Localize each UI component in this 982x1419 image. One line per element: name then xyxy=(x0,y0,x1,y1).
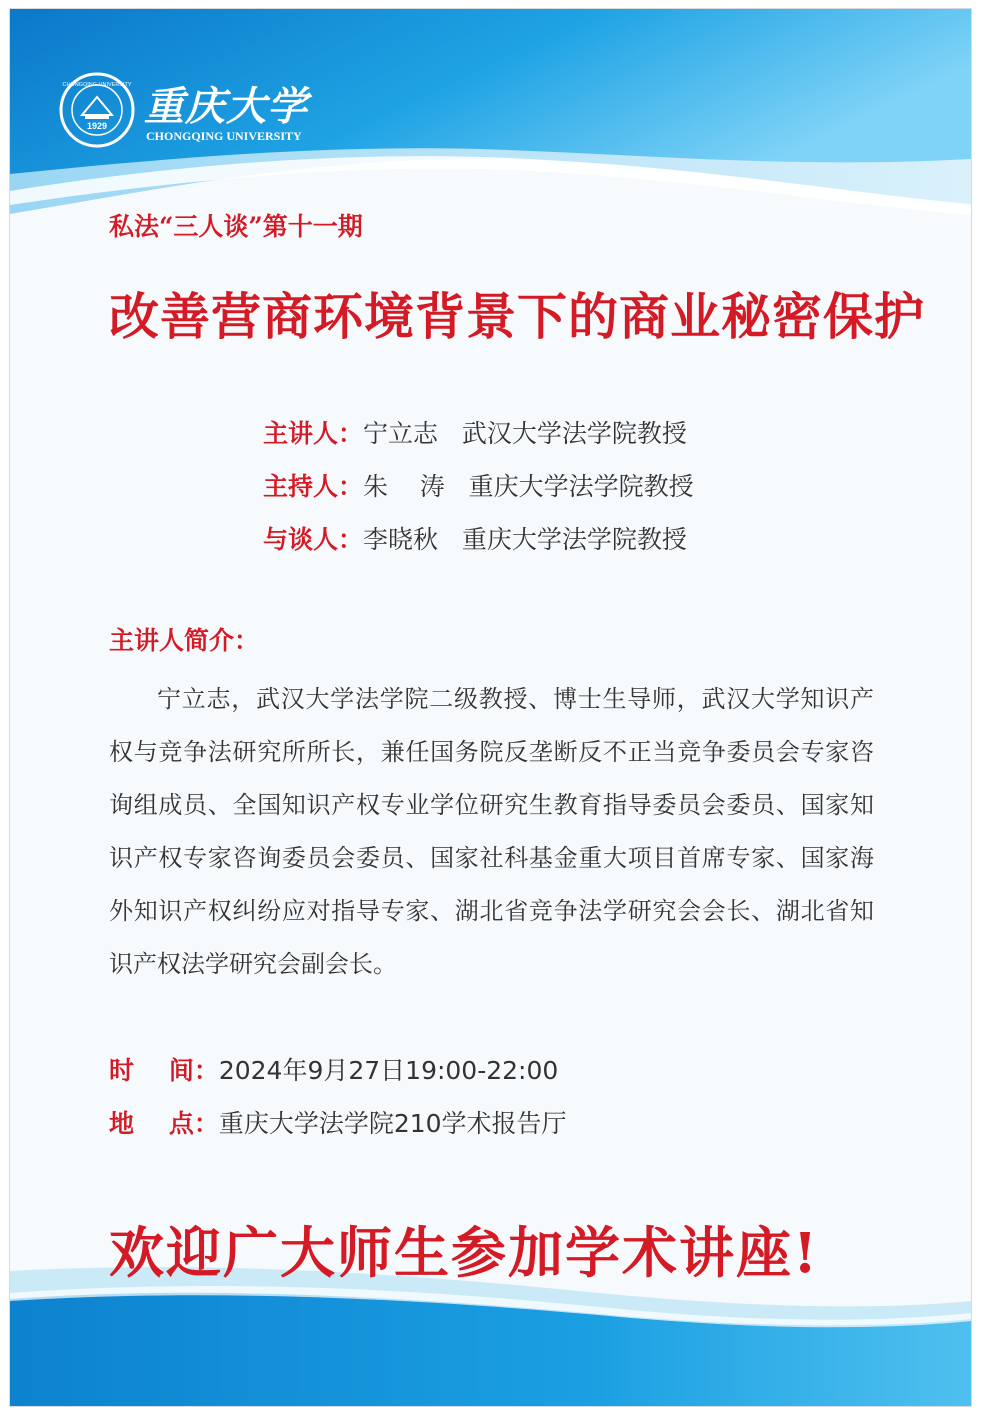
time-value: 2024年9月27日19:00-22:00 xyxy=(218,1056,559,1085)
poster xyxy=(9,8,972,1407)
university-name-en: CHONGQING UNIVERSITY xyxy=(146,129,302,143)
time-line xyxy=(109,1051,558,1087)
lecture-title: 改善营商环境背景下的商业秘密保护 xyxy=(109,287,925,346)
host-value: 朱 涛 重庆大学法学院教授 xyxy=(363,472,694,501)
place-line xyxy=(109,1104,567,1140)
panelist-label: 与谈人： xyxy=(263,525,364,554)
speaker-value: 宁立志 武汉大学法学院教授 xyxy=(363,419,687,448)
speaker-label: 主讲人： xyxy=(263,419,364,448)
seal-year: 1929 xyxy=(86,121,108,131)
panelist-value: 李晓秋 重庆大学法学院教授 xyxy=(363,525,687,554)
speaker-bio: 宁立志，武汉大学法学院二级教授、博士生导师，武汉大学知识产权与竞争法研究所所长，兼任国务院反垄断反不正当竞争委员会专家咨询组成员、全国知识产权专业学位研究生教育指导委员会委员、国家知识产权专家咨询委员会委员、国家社科基金重大项目首席专家、国家海外知识产权纠纷应对指导专家、湖北省竞争法学研究会会长、湖北省知识产权法学研究会副会长。 xyxy=(109,685,874,978)
event-series-subtitle: 私法“三人谈”第十一期 xyxy=(109,212,363,241)
host-label: 主持人： xyxy=(263,472,364,501)
panelist-line xyxy=(263,520,687,556)
seal-text: CHONGQING UNIVERSITY xyxy=(62,82,132,88)
place-label: 地 点： xyxy=(109,1109,219,1138)
welcome-slogan: 欢迎广大师生参加学术讲座! xyxy=(109,1220,820,1285)
time-label: 时 间： xyxy=(109,1056,219,1085)
university-seal-icon xyxy=(58,71,136,149)
speaker-intro-heading: 主讲人简介： xyxy=(109,626,260,655)
university-name-cn: 重庆大学 xyxy=(144,83,308,130)
speaker-line xyxy=(263,414,687,450)
host-line xyxy=(263,467,694,503)
place-value: 重庆大学法学院210学术报告厅 xyxy=(218,1109,567,1138)
